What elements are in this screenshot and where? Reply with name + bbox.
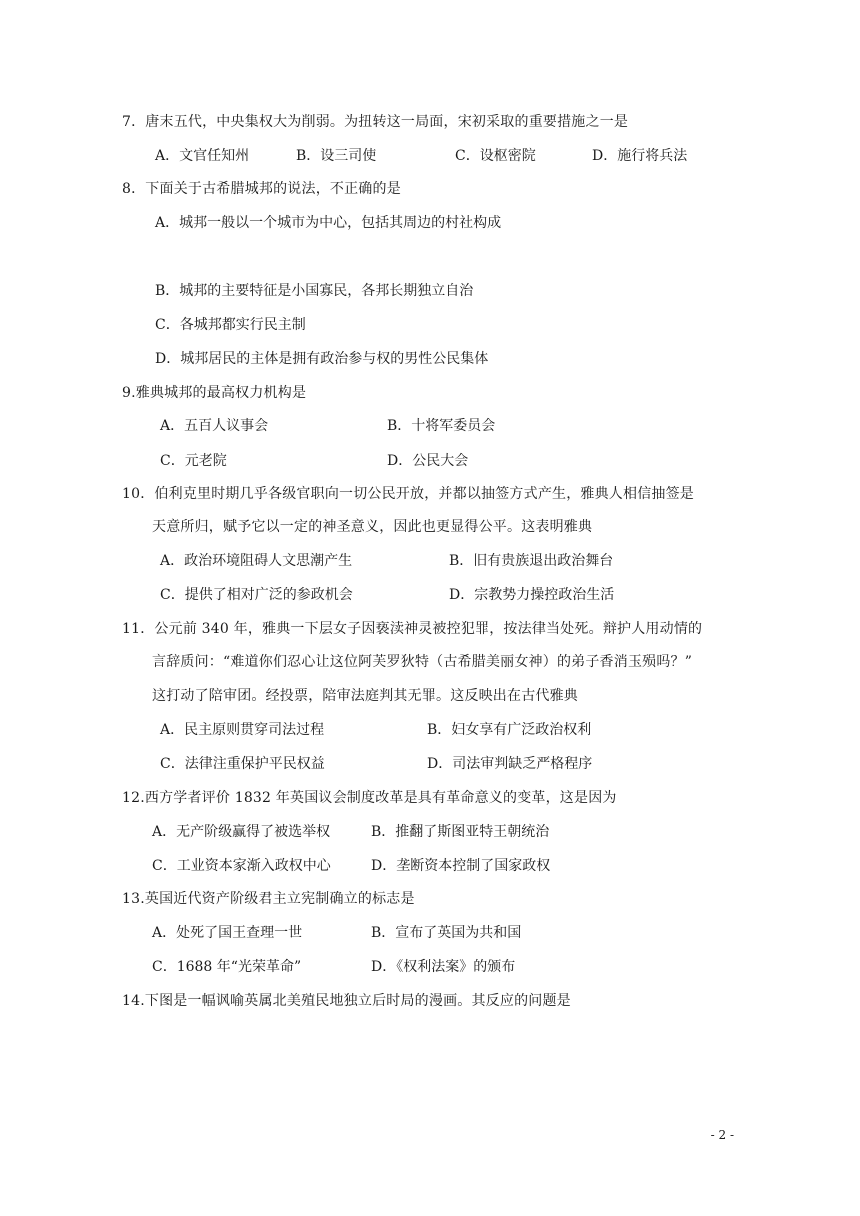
question-10-option-a: A．政治环境阻碍人文思潮产生	[160, 553, 353, 569]
question-13-option-a: A．处死了国王查理一世	[152, 925, 303, 941]
question-13-option-d: D．《权利法案》的颁布	[371, 959, 516, 975]
question-9-option-a: A．五百人议事会	[160, 418, 269, 434]
question-9-option-c: C．元老院	[160, 453, 227, 469]
question-11-stem-line-2: 言辞质问：“难道你们忍心让这位阿芙罗狄特（古希腊美丽女神）的弟子香消玉殒吗？”	[152, 654, 693, 670]
question-13-stem: 13.英国近代资产阶级君主立宪制确立的标志是	[122, 891, 415, 907]
question-11-option-b: B．妇女享有广泛政治权利	[427, 722, 592, 738]
question-13-option-b: B．宣布了英国为共和国	[371, 925, 522, 941]
question-7-option-b: B．设三司使	[296, 148, 377, 164]
question-7-option-a: A．文官任知州	[155, 148, 250, 164]
question-11-option-d: D．司法审判缺乏严格程序	[427, 756, 593, 772]
question-10-option-b: B．旧有贵族退出政治舞台	[449, 553, 614, 569]
question-11-stem-line-1: 11．公元前 340 年，雅典一下层女子因亵渎神灵被控犯罪，按法律当处死。辩护人用动情的	[122, 621, 703, 637]
question-7-stem: 7．唐末五代，中央集权大为削弱。为扭转这一局面，宋初采取的重要措施之一是	[122, 114, 629, 130]
question-14-stem: 14.下图是一幅讽喻英属北美殖民地独立后时局的漫画。其反应的问题是	[122, 993, 571, 1009]
question-9-option-b: B．十将军委员会	[387, 418, 496, 434]
question-12-option-d: D．垄断资本控制了国家政权	[371, 858, 551, 874]
question-12-stem: 12.西方学者评价 1832 年英国议会制度改革是具有革命意义的变革，这是因为	[122, 790, 617, 806]
question-7-option-d: D．施行将兵法	[592, 148, 688, 164]
question-10-option-c: C．提供了相对广泛的参政机会	[160, 587, 353, 603]
question-11-option-a: A．民主原则贯穿司法过程	[160, 722, 325, 738]
page-number: - 2 -	[710, 1128, 734, 1142]
question-12-option-a: A．无产阶级赢得了被选举权	[152, 824, 331, 840]
question-10-stem-line-1: 10．伯利克里时期几乎各级官职向一切公民开放，并都以抽签方式产生，雅典人相信抽签是	[122, 486, 695, 502]
question-11-stem-line-3: 这打动了陪审团。经投票，陪审法庭判其无罪。这反映出在古代雅典	[152, 688, 578, 704]
question-8-option-b: B．城邦的主要特征是小国寡民，各邦长期独立自治	[155, 283, 474, 299]
question-8-option-c: C．各城邦都实行民主制	[155, 317, 306, 333]
question-8-option-a: A．城邦一般以一个城市为中心，包括其周边的村社构成	[155, 215, 502, 231]
question-10-stem-line-2: 天意所归，赋予它以一定的神圣意义，因此也更显得公平。这表明雅典	[152, 519, 593, 535]
question-10-option-d: D．宗教势力操控政治生活	[449, 587, 615, 603]
question-8-stem: 8．下面关于古希腊城邦的说法，不正确的是	[122, 181, 401, 197]
question-9-option-d: D．公民大会	[387, 453, 469, 469]
question-11-option-c: C．法律注重保护平民权益	[160, 756, 325, 772]
question-7-option-c: C．设枢密院	[455, 148, 536, 164]
question-8-option-d: D．城邦居民的主体是拥有政治参与权的男性公民集体	[155, 351, 489, 367]
question-9-stem: 9.雅典城邦的最高权力机构是	[122, 385, 307, 401]
question-12-option-c: C．工业资本家渐入政权中心	[152, 858, 331, 874]
question-12-option-b: B．推翻了斯图亚特王朝统治	[371, 824, 550, 840]
question-13-option-c: C．1688 年“光荣革命”	[152, 959, 302, 975]
